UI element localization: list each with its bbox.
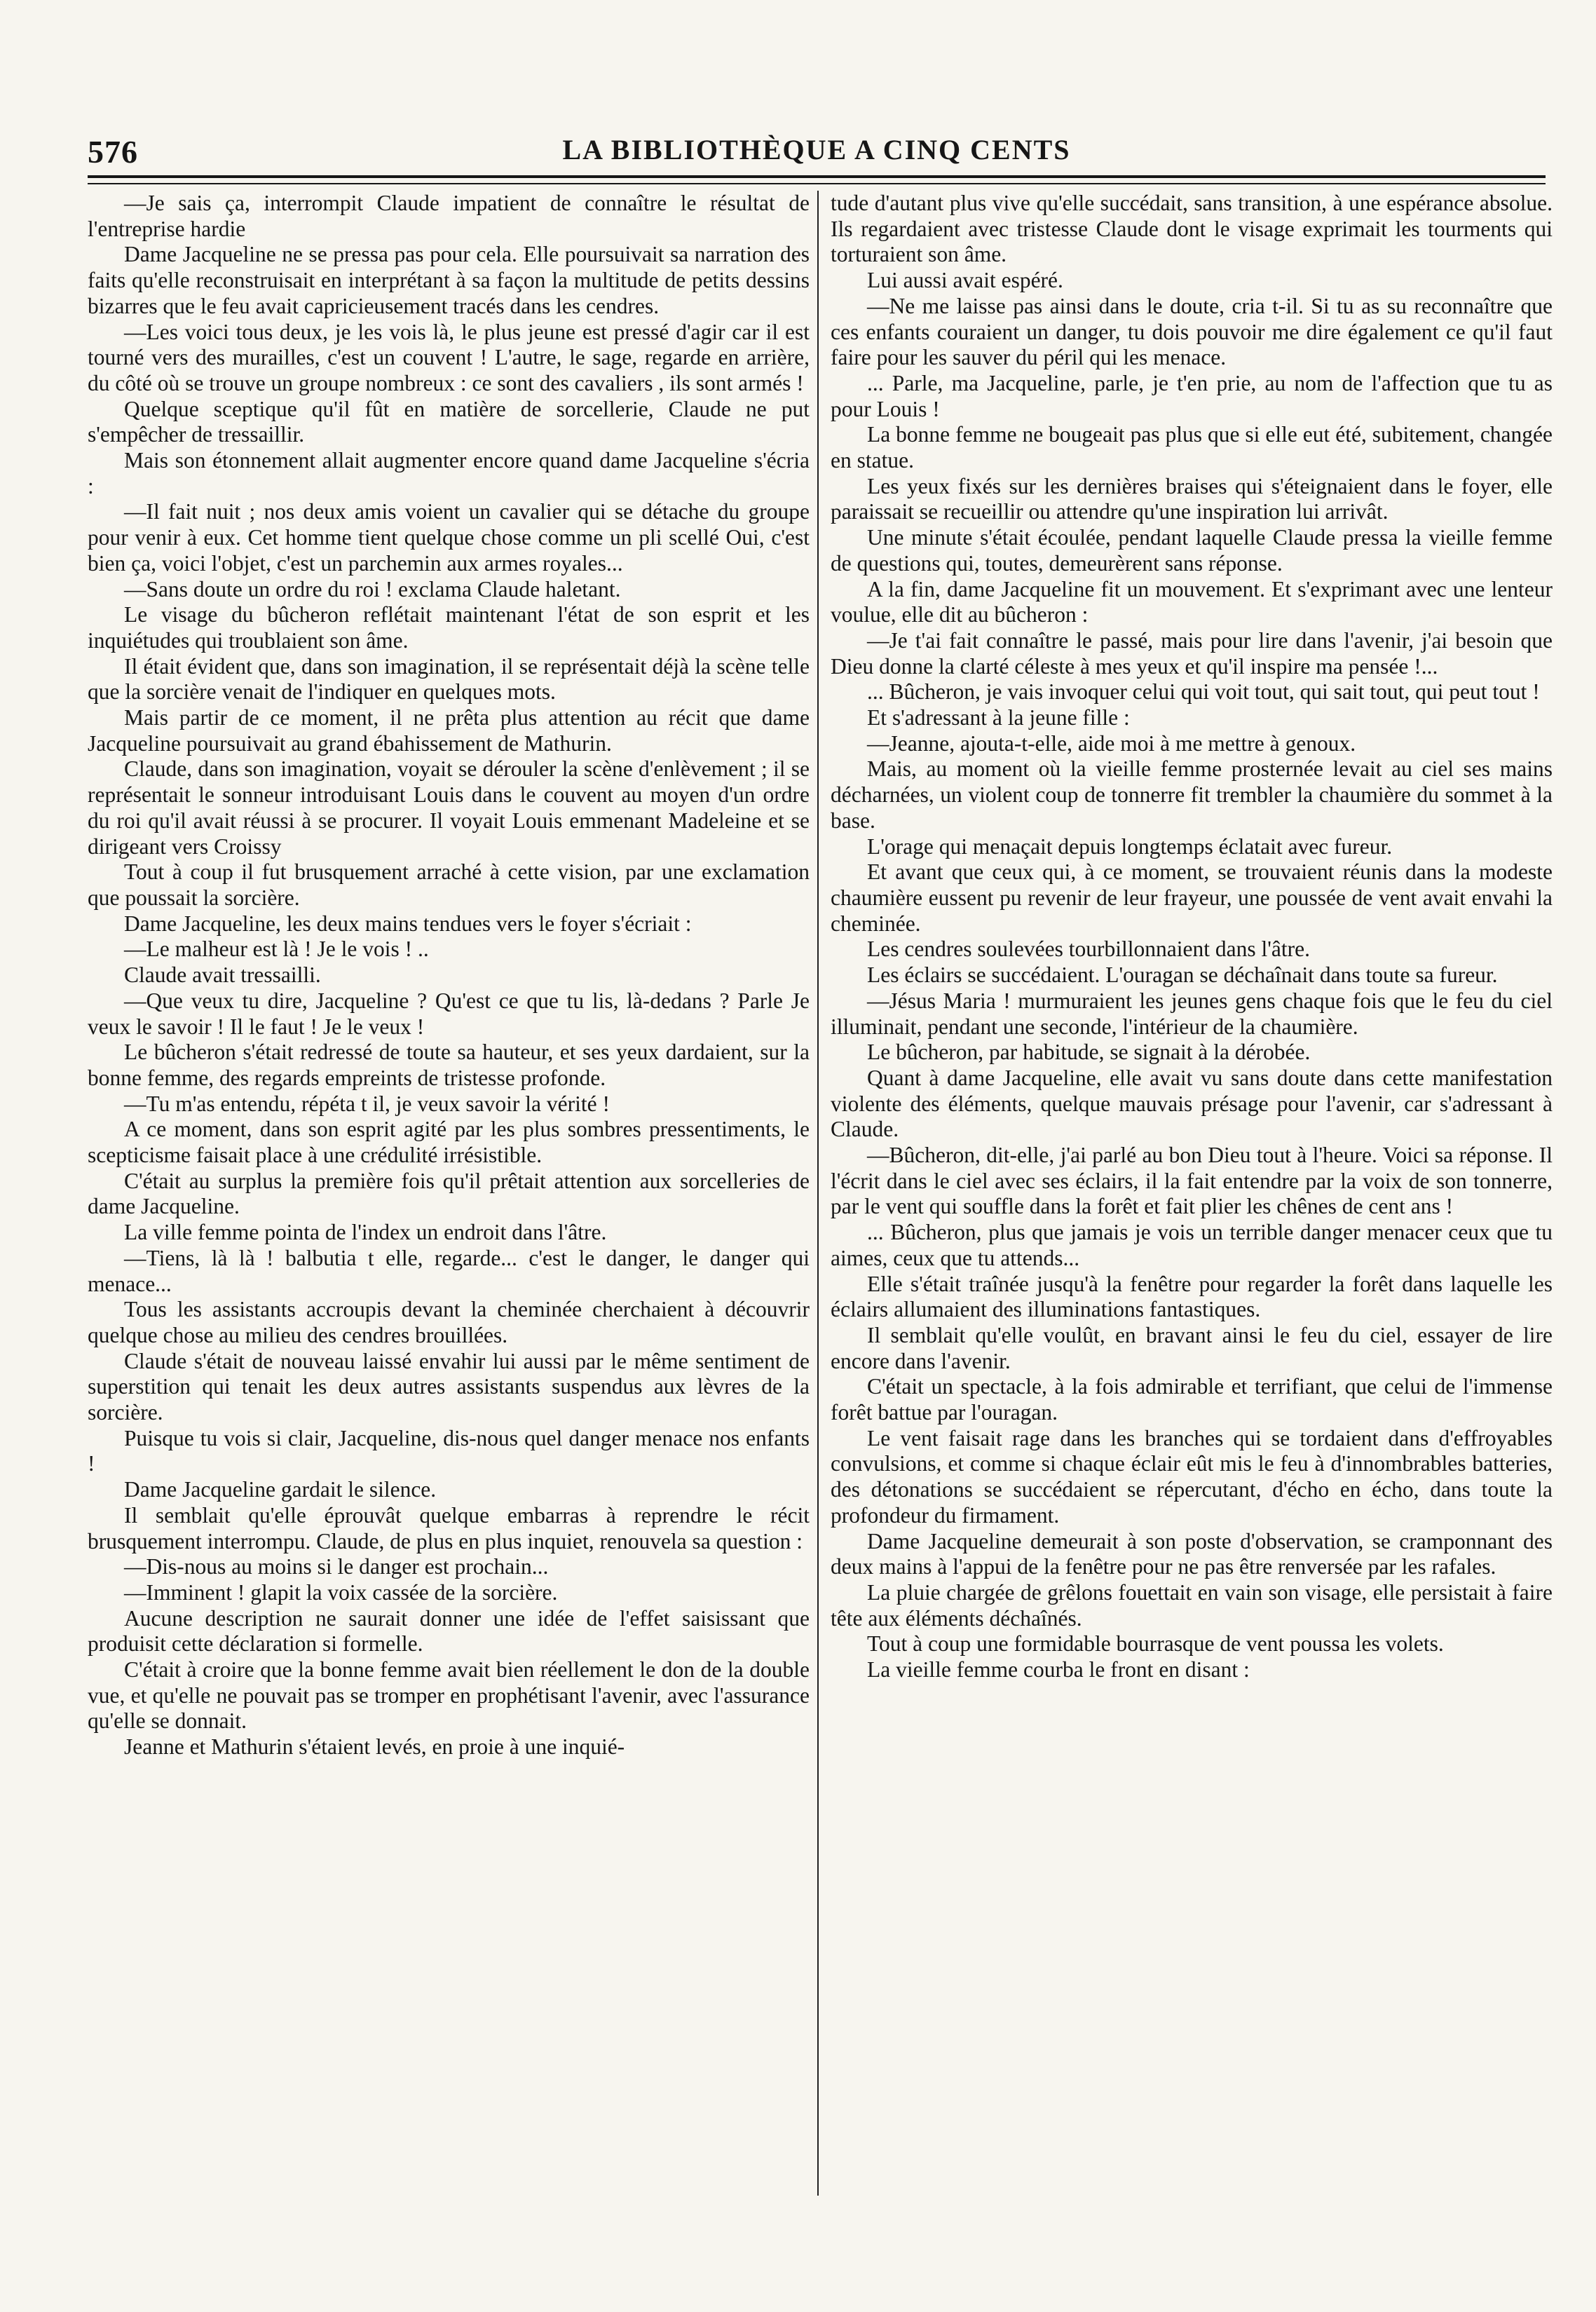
paragraph: Le bûcheron s'était redressé de toute sa hauteur, et ses yeux dardaient, sur la bonne femme, des regards empreints de tristesse profonde. xyxy=(88,1040,810,1090)
paragraph: Il semblait qu'elle voulût, en bravant ainsi le feu du ciel, essayer de lire encore dans l'avenir. xyxy=(831,1322,1553,1373)
paragraph: ... Parle, ma Jacqueline, parle, je t'en prie, au nom de l'affection que tu as pour Louis ! xyxy=(831,370,1553,421)
paragraph: Lui aussi avait espéré. xyxy=(867,268,1063,293)
paragraph: ... Bûcheron, je vais invoquer celui qui voit tout, qui sait tout, qui peut tout ! xyxy=(867,679,1540,705)
paragraph: Dame Jacqueline demeurait à son poste d'observation, se cramponnant des deux mains à l'appui de la fenêtre pour ne pas être renversée par les rafales. xyxy=(831,1528,1553,1579)
paragraph: C'était à croire que la bonne femme avait bien réellement le don de la double vue, et qu'elle ne pouvait pas se tromper en prophétisant l'avenir, avec l'assurance qu'elle se donnait. xyxy=(88,1657,810,1734)
paragraph: —Je sais ça, interrompit Claude impatient de connaître le résultat de l'entreprise hardie xyxy=(88,191,810,241)
paragraph: L'orage qui menaçait depuis longtemps éclatait avec fureur. xyxy=(867,834,1393,859)
paragraph: C'était au surplus la première fois qu'il prêtait attention aux sorcelleries de dame Jacqueline. xyxy=(88,1168,810,1219)
paragraph: Claude, dans son imagination, voyait se dérouler la scène d'enlèvement ; il se représentait le sonneur introduisant Louis dans le couvent au moyen d'un ordre du roi qu'il avait réussi à se procurer. Il voyait Louis emmenant Madeleine et se dirigeant vers Croissy xyxy=(88,756,810,859)
paragraph: Mais partir de ce moment, il ne prêta plus attention au récit que dame Jacqueline poursuivait au grand ébahissement de Mathurin. xyxy=(88,705,810,756)
paragraph: La ville femme pointa de l'index un endroit dans l'âtre. xyxy=(124,1220,607,1245)
header-rule-thin xyxy=(88,183,1546,184)
paragraph: La pluie chargée de grêlons fouettait en vain son visage, elle persistait à faire tête aux éléments déchaînés. xyxy=(831,1579,1553,1631)
paragraph: La vieille femme courba le front en disant : xyxy=(867,1657,1250,1682)
paragraph: Et s'adressant à la jeune fille : xyxy=(867,705,1130,730)
paragraph: Le vent faisait rage dans les branches qui se tordaient dans d'effroyables convulsions, et comme si chaque éclair eût mis le feu à d'innombrables batteries, des détonations se succédaient se répercutant, d'écho en écho, dans toute la profondeur du firmament. xyxy=(831,1425,1553,1528)
header-rule-thick xyxy=(88,175,1546,178)
paragraph: Dame Jacqueline gardait le silence. xyxy=(124,1477,437,1502)
running-title: LA BIBLIOTHÈQUE A CINQ CENTS xyxy=(562,134,1071,165)
paragraph: Elle s'était traînée jusqu'à la fenêtre pour regarder la forêt dans laquelle les éclairs allumaient des illuminations fantastiques. xyxy=(831,1271,1553,1322)
paragraph: Une minute s'était écoulée, pendant laquelle Claude pressa la vieille femme de questions qui, toutes, demeurèrent sans réponse. xyxy=(831,525,1553,576)
paragraph: Et avant que ceux qui, à ce moment, se trouvaient réunis dans la modeste chaumière eussent pu revenir de leur frayeur, une poussée de vent avait envahi la cheminée. xyxy=(831,859,1553,936)
page-number: 576 xyxy=(88,134,138,170)
paragraph: tude d'autant plus vive qu'elle succédait, sans transition, à une espérance absolue. Ils regardaient avec tristesse Claude dont le visage exprimait les tourments qui torturaient son âme. xyxy=(831,191,1553,267)
paragraph: —Il fait nuit ; nos deux amis voient un cavalier qui se détache du groupe pour venir à eux. Cet homme tient quelque chose comme un pli scellé Oui, c'est bien ça, voici l'objet, c'est un parchemin aux armes royales... xyxy=(88,499,810,576)
paragraph: Claude s'était de nouveau laissé envahir lui aussi par le même sentiment de superstition qui tenait les deux autres assistants suspendus aux lèvres de la sorcière. xyxy=(88,1348,810,1425)
page-header xyxy=(88,133,1546,175)
paragraph: Jeanne et Mathurin s'étaient levés, en proie à une inquié- xyxy=(124,1734,625,1760)
paragraph: —Le malheur est là ! Je le vois ! .. xyxy=(124,937,429,962)
paragraph: Mais son étonnement allait augmenter encore quand dame Jacqueline s'écria : xyxy=(88,448,810,498)
paragraph: Les cendres soulevées tourbillonnaient dans l'âtre. xyxy=(867,937,1310,962)
paragraph: Tous les assistants accroupis devant la cheminée cherchaient à découvrir quelque chose au milieu des cendres brouillées. xyxy=(88,1297,810,1347)
paragraph: Quelque sceptique qu'il fût en matière de sorcellerie, Claude ne put s'empêcher de tressaillir. xyxy=(88,396,810,447)
paragraph: Dame Jacqueline ne se pressa pas pour cela. Elle poursuivait sa narration des faits qu'elle reconstruisait en interprétant à sa façon la multitude de petits dessins bizarres que le feu avait capricieusement tracés dans les cendres. xyxy=(88,242,810,318)
paragraph: Claude avait tressailli. xyxy=(124,963,321,988)
paragraph: —Dis-nous au moins si le danger est prochain... xyxy=(124,1554,549,1579)
paragraph: Tout à coup il fut brusquement arraché à cette vision, par une exclamation que poussait la sorcière. xyxy=(88,859,810,910)
paragraph: A ce moment, dans son esprit agité par les plus sombres pressentiments, le scepticisme faisait place à une crédulité irrésistible. xyxy=(88,1117,810,1168)
paragraph: Le visage du bûcheron reflétait maintenant l'état de son esprit et les inquiétudes qui troublaient son âme. xyxy=(88,602,810,653)
paragraph: —Que veux tu dire, Jacqueline ? Qu'est ce que tu lis, là-dedans ? Parle Je veux le savoir ! Il le faut ! Je le veux ! xyxy=(88,988,810,1039)
paragraph: —Tiens, là là ! balbutia t elle, regarde... c'est le danger, le danger qui menace... xyxy=(88,1245,810,1296)
paragraph: —Je t'ai fait connaître le passé, mais pour lire dans l'avenir, j'ai besoin que Dieu donne la clarté céleste à mes yeux et qu'il inspire ma pensée !... xyxy=(831,627,1553,679)
paragraph: Puisque tu vois si clair, Jacqueline, dis-nous quel danger menace nos enfants ! xyxy=(88,1425,810,1476)
paragraph: —Imminent ! glapit la voix cassée de la sorcière. xyxy=(124,1579,558,1605)
paragraph: Le bûcheron, par habitude, se signait à la dérobée. xyxy=(867,1040,1311,1065)
paragraph: C'était un spectacle, à la fois admirable et terrifiant, que celui de l'immense forêt battue par l'ouragan. xyxy=(831,1374,1553,1425)
paragraph: —Les voici tous deux, je les vois là, le plus jeune est pressé d'agir car il est tourné vers des murailles, c'est un couvent ! L'autre, le sage, regarde en arrière, du côté où se trouve un groupe nombreux : ce sont des cavaliers , ils sont armés ! xyxy=(88,319,810,395)
paragraph: A la fin, dame Jacqueline fit un mouvement. Et s'exprimant avec une lenteur voulue, elle dit au bûcheron : xyxy=(831,576,1553,627)
paragraph: —Jeanne, ajouta-t-elle, aide moi à me mettre à genoux. xyxy=(867,730,1356,756)
paragraph: Il semblait qu'elle éprouvât quelque embarras à reprendre le récit brusquement interrompu. Claude, de plus en plus inquiet, renouvela sa question : xyxy=(88,1502,810,1553)
paragraph: Mais, au moment où la vieille femme prosternée levait au ciel ses mains décharnées, un violent coup de tonnerre fit trembler la chaumière du sommet à la base. xyxy=(831,756,1553,833)
paragraph: —Tu m'as entendu, répéta t il, je veux savoir la vérité ! xyxy=(124,1091,610,1116)
paragraph: Les éclairs se succédaient. L'ouragan se déchaînait dans toute sa fureur. xyxy=(867,963,1498,988)
paragraph: Quant à dame Jacqueline, elle avait vu sans doute dans cette manifestation violente des éléments, quelque mauvais présage pour l'avenir, car s'adressant à Claude. xyxy=(831,1065,1553,1142)
paragraph: Aucune description ne saurait donner une idée de l'effet saisissant que produisit cette déclaration si formelle. xyxy=(88,1605,810,1657)
right-text-column xyxy=(831,191,1553,2283)
paragraph: —Jésus Maria ! murmuraient les jeunes gens chaque fois que le feu du ciel illuminait, pendant une seconde, l'intérieur de la chaumière. xyxy=(831,988,1553,1039)
paragraph: Tout à coup une formidable bourrasque de vent poussa les volets. xyxy=(867,1631,1444,1657)
paragraph: Il était évident que, dans son imagination, il se représentait déjà la scène telle que la sorcière venait de l'indiquer en quelques mots. xyxy=(88,653,810,705)
paragraph: —Bûcheron, dit-elle, j'ai parlé au bon Dieu tout à l'heure. Voici sa réponse. Il l'écrit dans le ciel avec ses éclairs, il la fait entendre par la voix de son tonnerre, par le vent qui souffle dans la forêt et fait plier les chênes de cent ans ! xyxy=(831,1143,1553,1219)
paragraph: —Ne me laisse pas ainsi dans le doute, cria t-il. Si tu as su reconnaître que ces enfants couraient un danger, tu dois pouvoir me dire également ce qu'il faut faire pour les sauver du péril qui les menace. xyxy=(831,293,1553,370)
paragraph: ... Bûcheron, plus que jamais je vois un terrible danger menacer ceux que tu aimes, ceux que tu attends... xyxy=(831,1220,1553,1270)
paragraph: La bonne femme ne bougeait pas plus que si elle eut été, subitement, changée en statue. xyxy=(831,422,1553,473)
column-divider xyxy=(817,191,819,2196)
left-text-column xyxy=(88,191,810,2283)
paragraph: Dame Jacqueline, les deux mains tendues vers le foyer s'écriait : xyxy=(124,911,692,936)
paragraph: Les yeux fixés sur les dernières braises qui s'éteignaient dans le foyer, elle paraissait se recueillir ou attendre qu'une inspiration lui arrivât. xyxy=(831,473,1553,524)
paragraph: —Sans doute un ordre du roi ! exclama Claude haletant. xyxy=(124,576,621,601)
